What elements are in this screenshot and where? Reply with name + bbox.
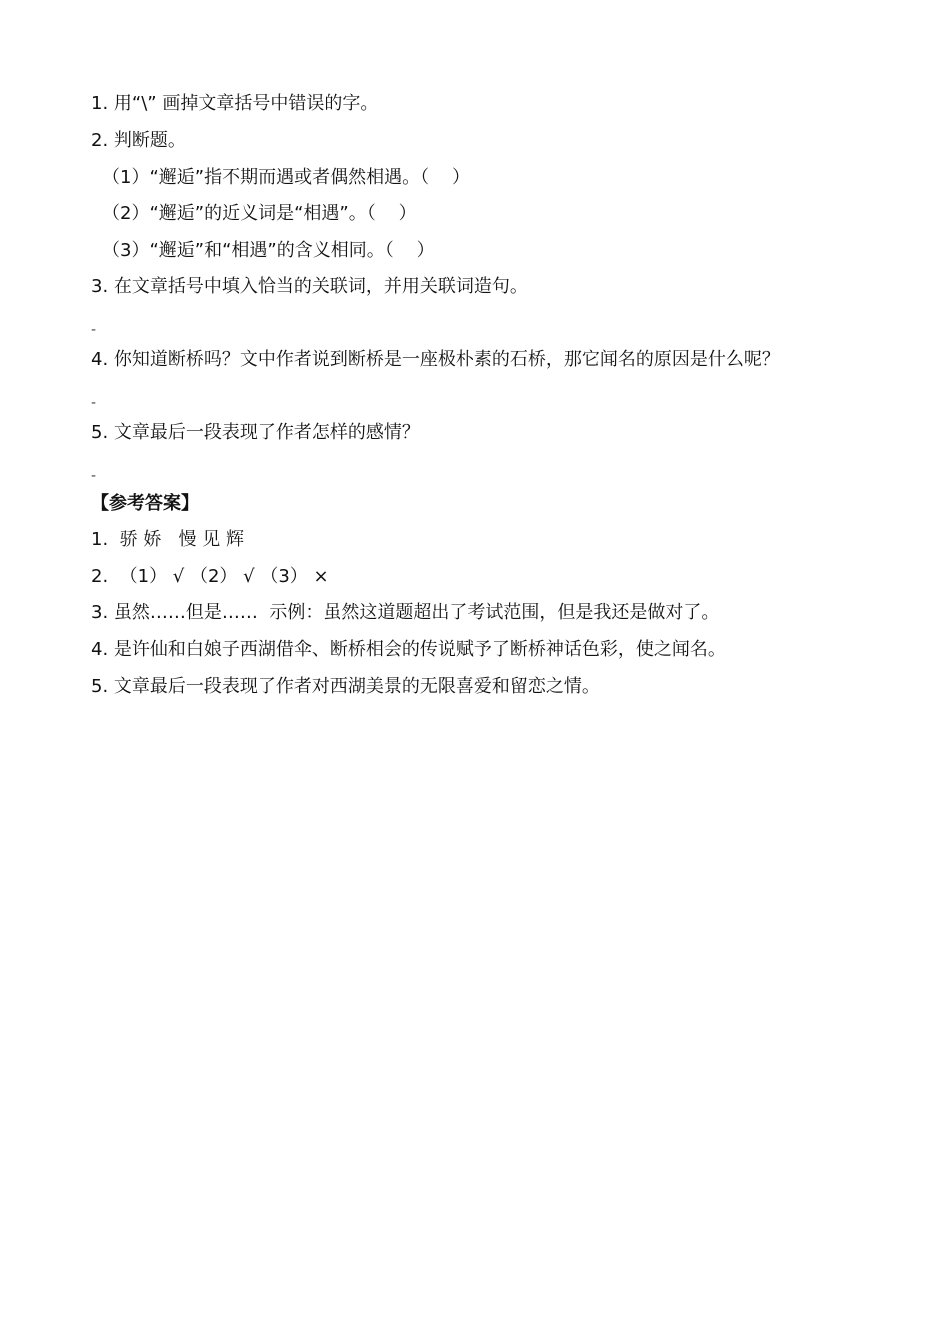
answer-2: 2. （1） √ （2） √ （3） × (91, 566, 329, 587)
answer-blank-5: - (91, 468, 97, 484)
question-1: 1. 用“\” 画掉文章括号中错误的字。 (91, 93, 379, 114)
question-2-item-1: （1）“邂逅”指不期而遇或者偶然相遇。（ ） (102, 167, 470, 188)
question-2-item-2: （2）“邂逅”的近义词是“相遇”。（ ） (102, 203, 417, 224)
question-2-item-3: （3）“邂逅”和“相遇”的含义相同。（ ） (102, 240, 435, 261)
question-5: 5. 文章最后一段表现了作者怎样的感情？ (91, 422, 420, 443)
answer-5: 5. 文章最后一段表现了作者对西湖美景的无限喜爱和留恋之情。 (91, 676, 600, 697)
answer-3: 3. 虽然……但是…… 示例：虽然这道题超出了考试范围，但是我还是做对了。 (91, 602, 720, 623)
answer-blank-4: - (91, 395, 97, 411)
answer-4: 4. 是许仙和白娘子西湖借伞、断桥相会的传说赋予了断桥神话色彩，使之闻名。 (91, 639, 726, 660)
question-2: 2. 判断题。 (91, 130, 186, 151)
answer-blank-3: - (91, 322, 97, 338)
answer-1: 1. 骄 娇 慢 见 辉 (91, 529, 244, 550)
question-4: 4. 你知道断桥吗？文中作者说到断桥是一座极朴素的石桥，那它闻名的原因是什么呢？ (91, 349, 780, 370)
answers-heading: 【参考答案】 (91, 493, 199, 514)
question-3: 3. 在文章括号中填入恰当的关联词，并用关联词造句。 (91, 276, 528, 297)
